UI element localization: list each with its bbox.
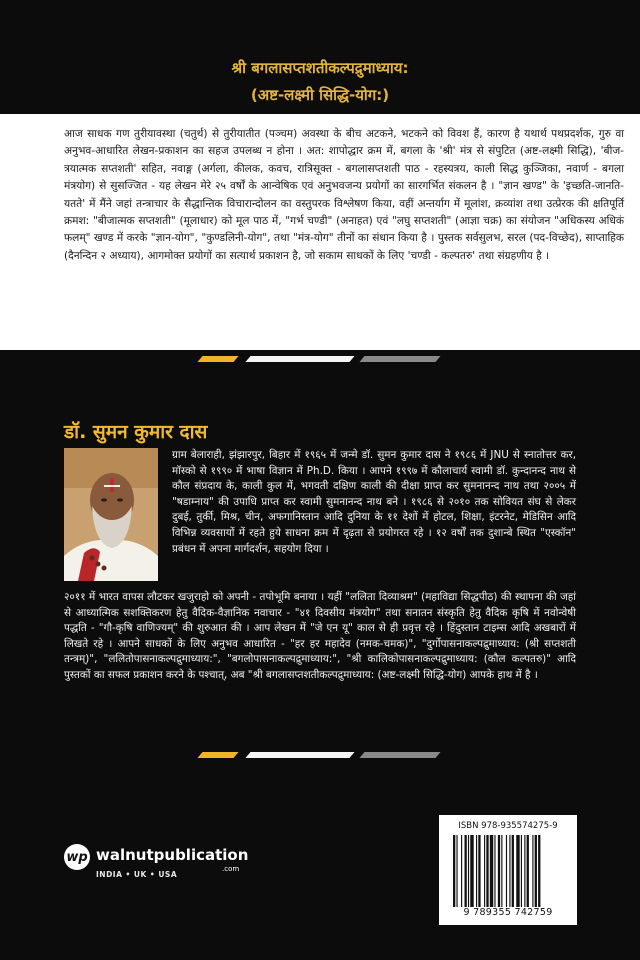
barcode-bar xyxy=(506,835,507,907)
barcode-bar xyxy=(494,835,495,907)
author-bio-intro: ग्राम बेलाराही, झंझारपुर, बिहार में १९६५ में जन्मे डॉ. सुमन कुमार दास ने १९८६ में JNU से स्नातोत्तर कर, मॉस्को से १९९० में भाषा विज्ञान में Ph.D. किया । आपने १९९७ में कौलाचार्य स्वामी डॉ. कुन्दानन्द नाथ से कौल संप्रदाय के, काली कुल में, भगवती दक्षिण काली की दीक्षा प्राप्त कर सुमनानन्द नाथ तथा २००५ में "षडाम्नाय" की उपाधि प्राप्त कर स्वामी सुमनानन्द नाथ बने । १९८६ से २०१० तक सोवियत संघ से लेकर दुबई, तुर्की, मिश्र, चीन, अफगानिस्तान आदि दुनिया के ११ देशों में होटल, शिक्षा, इंटरनेट, मेडिसिन आदि विभिन्न व्यवसायों में रहते हुये साधना क्रम में दृढ़ता से प्रयोगरत रहे । १२ वर्षों तक दुशान्बे स्थित "एस्कॉन" प्रबंधन में अपना मार्गदर्शन, सहयोग दिया । xyxy=(172,449,576,555)
barcode-bar xyxy=(468,835,469,907)
barcode-bar xyxy=(535,835,537,907)
isbn-label: ISBN 978-935574275-9 xyxy=(458,821,558,831)
publisher-regions: INDIA • UK • USA xyxy=(96,870,178,879)
barcode-bar xyxy=(516,835,519,907)
barcode-bar xyxy=(532,835,533,907)
barcode-bar xyxy=(501,835,502,907)
barcode-bar xyxy=(524,835,525,907)
publisher-logo-mark: wp xyxy=(64,844,90,870)
barcode-bar xyxy=(498,835,500,907)
author-photo xyxy=(64,448,158,581)
barcode-bar xyxy=(521,835,522,907)
barcode-bar xyxy=(538,835,540,907)
publisher-domain-suffix: .com xyxy=(222,865,240,873)
barcode-bar xyxy=(527,835,529,907)
description-panel xyxy=(0,114,640,350)
barcode-bars xyxy=(453,835,563,907)
barcode-bar xyxy=(490,835,493,907)
divider-bottom xyxy=(196,752,444,760)
barcode-bar xyxy=(512,835,514,907)
barcode-bar xyxy=(465,835,467,907)
barcode-bar xyxy=(476,835,477,907)
author-name: डॉ. सुमन कुमार दास xyxy=(64,421,208,443)
publisher-name: walnutpublication xyxy=(96,846,249,864)
barcode-bar xyxy=(461,835,462,907)
title-block xyxy=(0,58,640,106)
isbn-barcode xyxy=(439,815,577,925)
book-subtitle: (अष्ट-लक्ष्मी सिद्धि-योग:) xyxy=(250,86,390,104)
barcode-bar xyxy=(456,835,457,907)
author-bio-continued: २०११ में भारत वापस लौटकर खजुराहो को अपनी - तपोभूमि बनाया । यहीं "ललिता दिव्याश्रम" (महाविद्या सिद्धपीठ) की स्थापना की जहां से आध्यात्मिक सशक्तिकरण हेतु वैदिक-वैज्ञानिक नवाचार - "४१ दिवसीय मंत्रयोग" तथा सनातन संस्कृति हेतु वैदिक कृषि में नवोन्वेषी पद्धति - "गौ-कृषि वाणिज्यम्" की शुरुआत की । आप लेखन में "जे एन यू" काल से ही प्रवृत्त रहे । हिंदुस्तान टाइम्स आदि अखबारों में लिखते रहे । आपने साधकों के लिए अनुभव आधारित - "हर हर महादेव (नमक-चमक)", "दुर्गोपासनाकल्पद्रुमाध्याय: (श्री सप्तशती तन्त्रम्)", "ललितोपासनाकल्पद्रुमाध्याय:", "बगलोपासनाकल्पद्रुमाध्याय:", "श्री कालिकोपासनाकल्पद्रुमाध्याय: (कौल कल्पतरु)" आदि पुस्तकों का सफल प्रकाशन करने के पश्चात्, अब "श्री बगलासप्तशतीकल्पद्रुमाध्याय: (अष्ट-लक्ष्मी सिद्धि-योग) आपके हाथ में है । xyxy=(64,591,576,681)
isbn-digits: 9 789355 742759 xyxy=(463,907,553,918)
barcode-bar xyxy=(486,835,488,907)
book-description: आज साधक गण तुरीयावस्था (चतुर्थ) से तुरीयातीत (पञ्चम) अवस्था के बीच अटकने, भटकने को विवश हैं, कारण है यथार्थ पथप्रदर्शक, गुरु वा अनुभव-आधारित लेखन-प्रकाशन का सहज उपलब्ध न होना । अत: शापोद्धार क्रम में, बगला के 'श्री' मंत्र से संपुटित (अष्ट-लक्ष्मी सिद्धि), 'बीज-त्रयात्मक सप्तशती' सहित, नवाङ्ग (अर्गला, कीलक, कवच, रात्रिसूक्त - बगलासप्तशती पाठ - रहस्यत्रय, काली सिद्ध कुञ्जिका, नवार्ण - बगला मंत्रयोग) से सुसज्जित - यह लेखन मेरे २५ वर्षों के आन्वेषिक एवं अनुभवजन्य प्रयोगों का सारगर्भित संकलन है । "ज्ञान खण्ड" के 'इच्छति-जानति-यतते' में मैंने जहां तन्त्राचार के सैद्धान्तिक विचारान्दोलन का वस्तुपरक विश्लेषण किया, वहीं अन्तर्याग में मूलांश, क्रव्यांश तथा उत्प्रेरक की क्षतिपूर्ति क्रमश: "बीजात्मक सप्तशती" (मूलाधार) को मूल पाठ में, "गर्भ चण्डी" (अनाहत) एवं "लघु सप्तशती" (आज्ञा चक्र) का संयोजन "अधिकस्य अधिकं फलम्" खण्ड में करके "ज्ञान-योग", "कुण्डलिनी-योग", तथा "मंत्र-योग" तीनों का संधान किया है । पुस्तक सर्वसुलभ, सरल (पद-विच्छेद), साप्ताहिक (दैनन्दिन २ अध्याय), आगमोक्त प्रयोगों का सत्यार्थ प्रकाशन है, जो सकाम साधकों के लिए 'चण्डी - कल्पतरु' तथा संग्रहणीय है । xyxy=(64,128,624,262)
divider-top xyxy=(196,356,444,364)
barcode-bar xyxy=(484,835,485,907)
barcode-bar xyxy=(453,835,455,907)
barcode-bar xyxy=(470,835,473,907)
barcode-bar xyxy=(509,835,510,907)
barcode-bar xyxy=(478,835,480,907)
book-title: श्री बगलासप्तशतीकल्पद्रुमाध्याय: xyxy=(231,59,409,77)
